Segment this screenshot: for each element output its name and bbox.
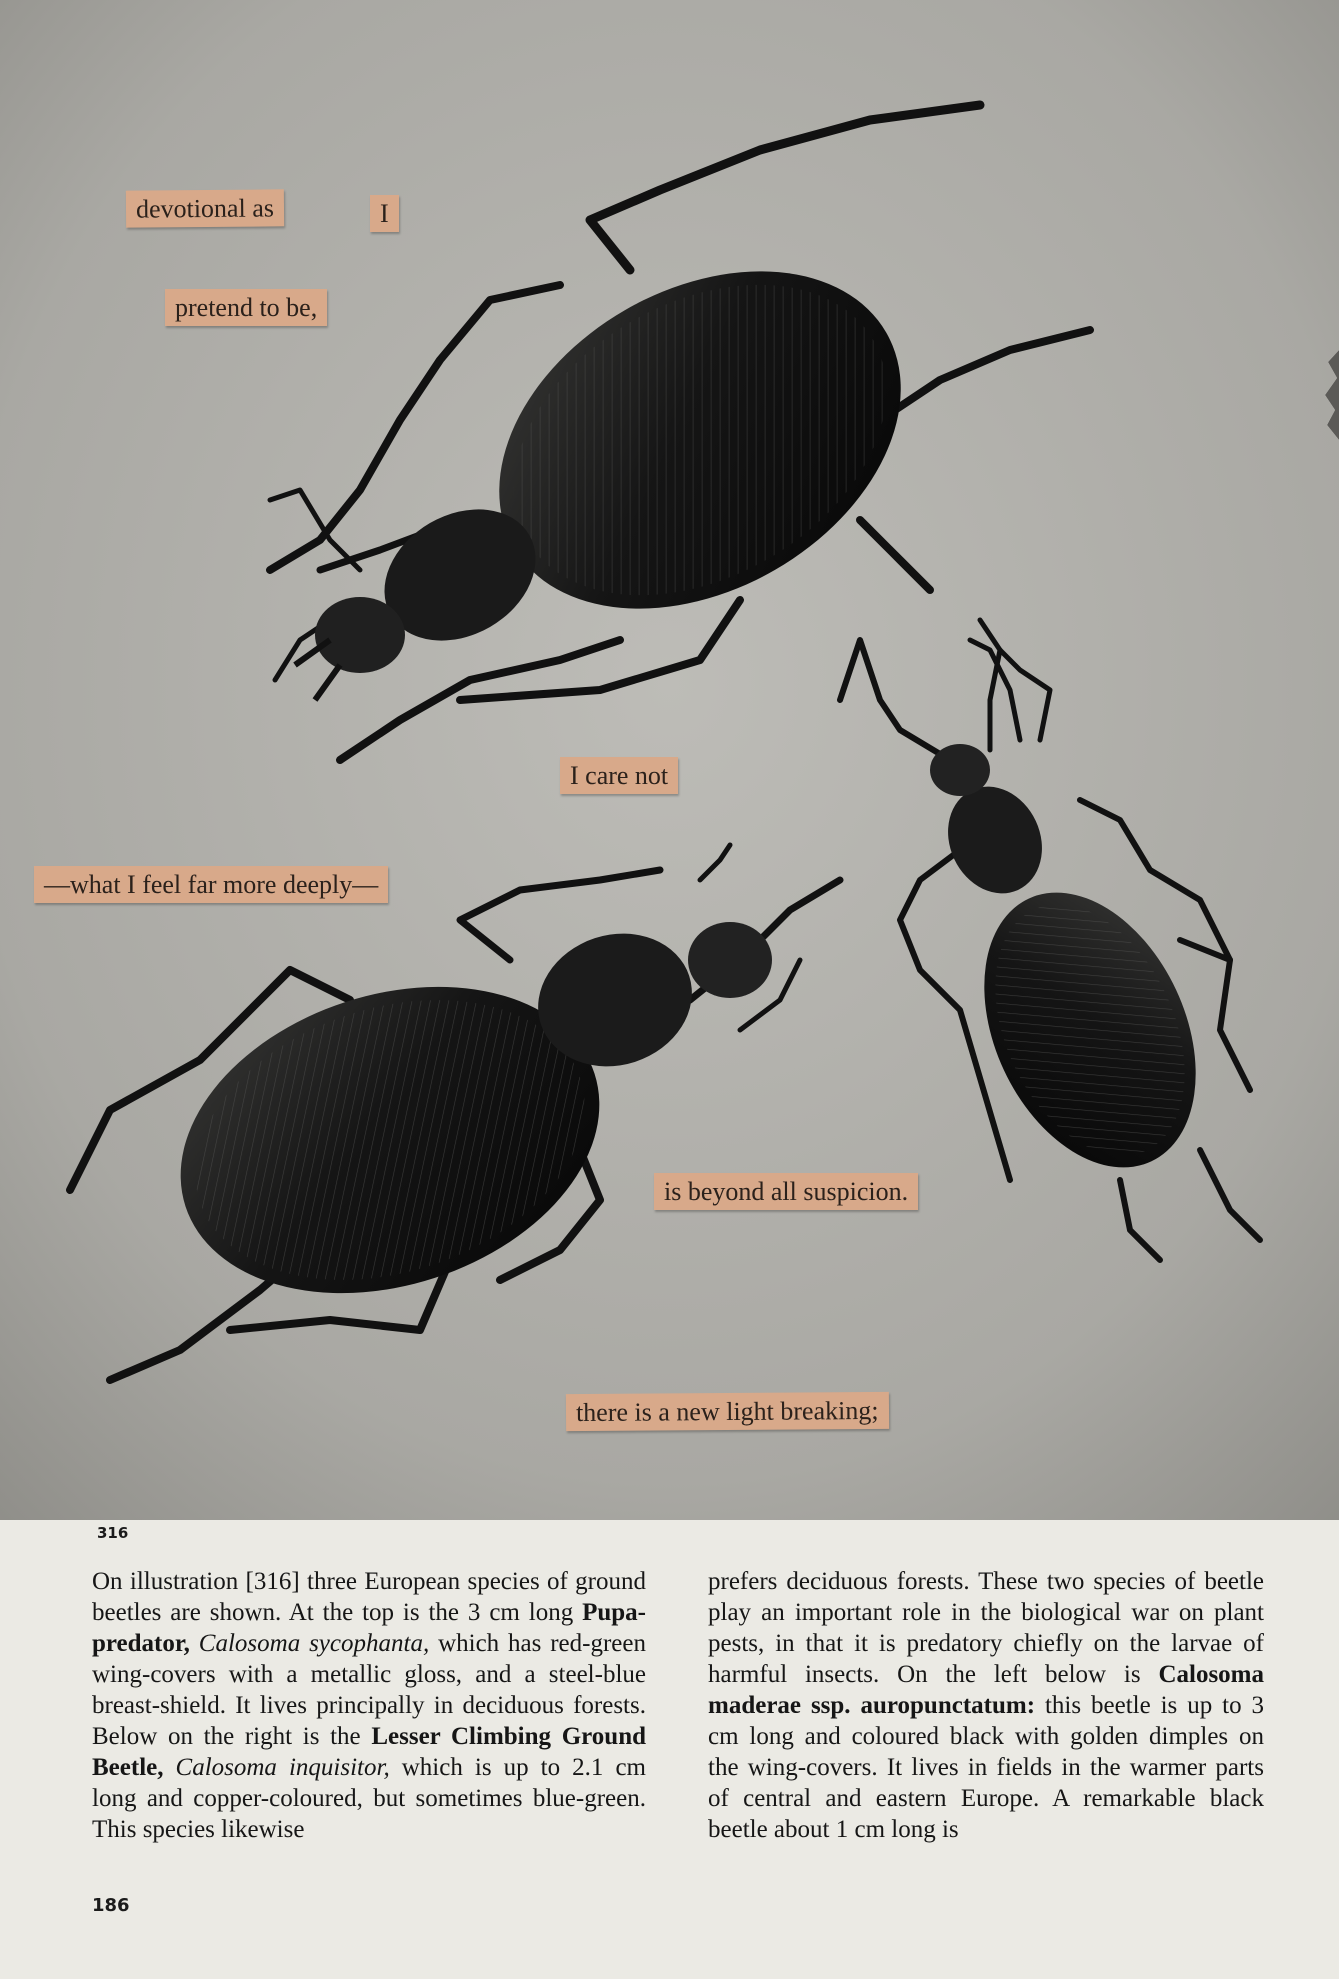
right-text-2: this beetle is up to 3 cm long and coloured black with golden dimples on the wing-covers. It lives in fields in the warmer parts of central and eastern Europe. A remarkable black beetle about 1 cm long is xyxy=(708,1692,1264,1843)
collage-strip-5: —what I feel far more deeply— xyxy=(34,866,388,903)
right-bold-1: Calosoma maderae ssp. auropunctatum: xyxy=(708,1661,1264,1719)
collage-strip-1: devotional as xyxy=(126,189,284,227)
text-column-left xyxy=(92,1566,646,1845)
right-text-1: prefers deciduous forests. These two species of beetle play an important role in the biological war on plant pests, in that it is predatory chiefly on the larvae of harmful insects. On the left below is xyxy=(708,1568,1264,1688)
figure-number: 316 xyxy=(97,1524,129,1542)
text-column-right xyxy=(708,1566,1264,1845)
left-text-2: which has red-green wing-covers with a metallic gloss, and a steel-blue breast-shield. It lives principally in deciduous forests. Below on the right is the xyxy=(92,1630,646,1750)
left-italic-2: Calosoma inquisitor, xyxy=(163,1754,390,1781)
collage-strip-3: pretend to be, xyxy=(165,289,327,326)
left-text-1: On illustration [316] three European species of ground beetles are shown. At the top is the 3 cm long xyxy=(92,1568,646,1626)
collage-strip-6: is beyond all suspicion. xyxy=(654,1173,918,1210)
collage-strip-7: there is a new light breaking; xyxy=(566,1392,889,1431)
left-bold-1: Pupa-predator, xyxy=(92,1599,646,1657)
collage-strip-4: I care not xyxy=(560,757,678,794)
left-italic-1: Calosoma sycophanta, xyxy=(189,1630,430,1657)
collage-strip-2: I xyxy=(370,195,399,232)
page-number: 186 xyxy=(92,1895,130,1916)
left-bold-2: Lesser Climbing Ground Beetle, xyxy=(92,1723,647,1781)
left-text-3: which is up to 2.1 cm long and copper-coloured, but sometimes blue-green. This species likewise xyxy=(92,1754,646,1843)
